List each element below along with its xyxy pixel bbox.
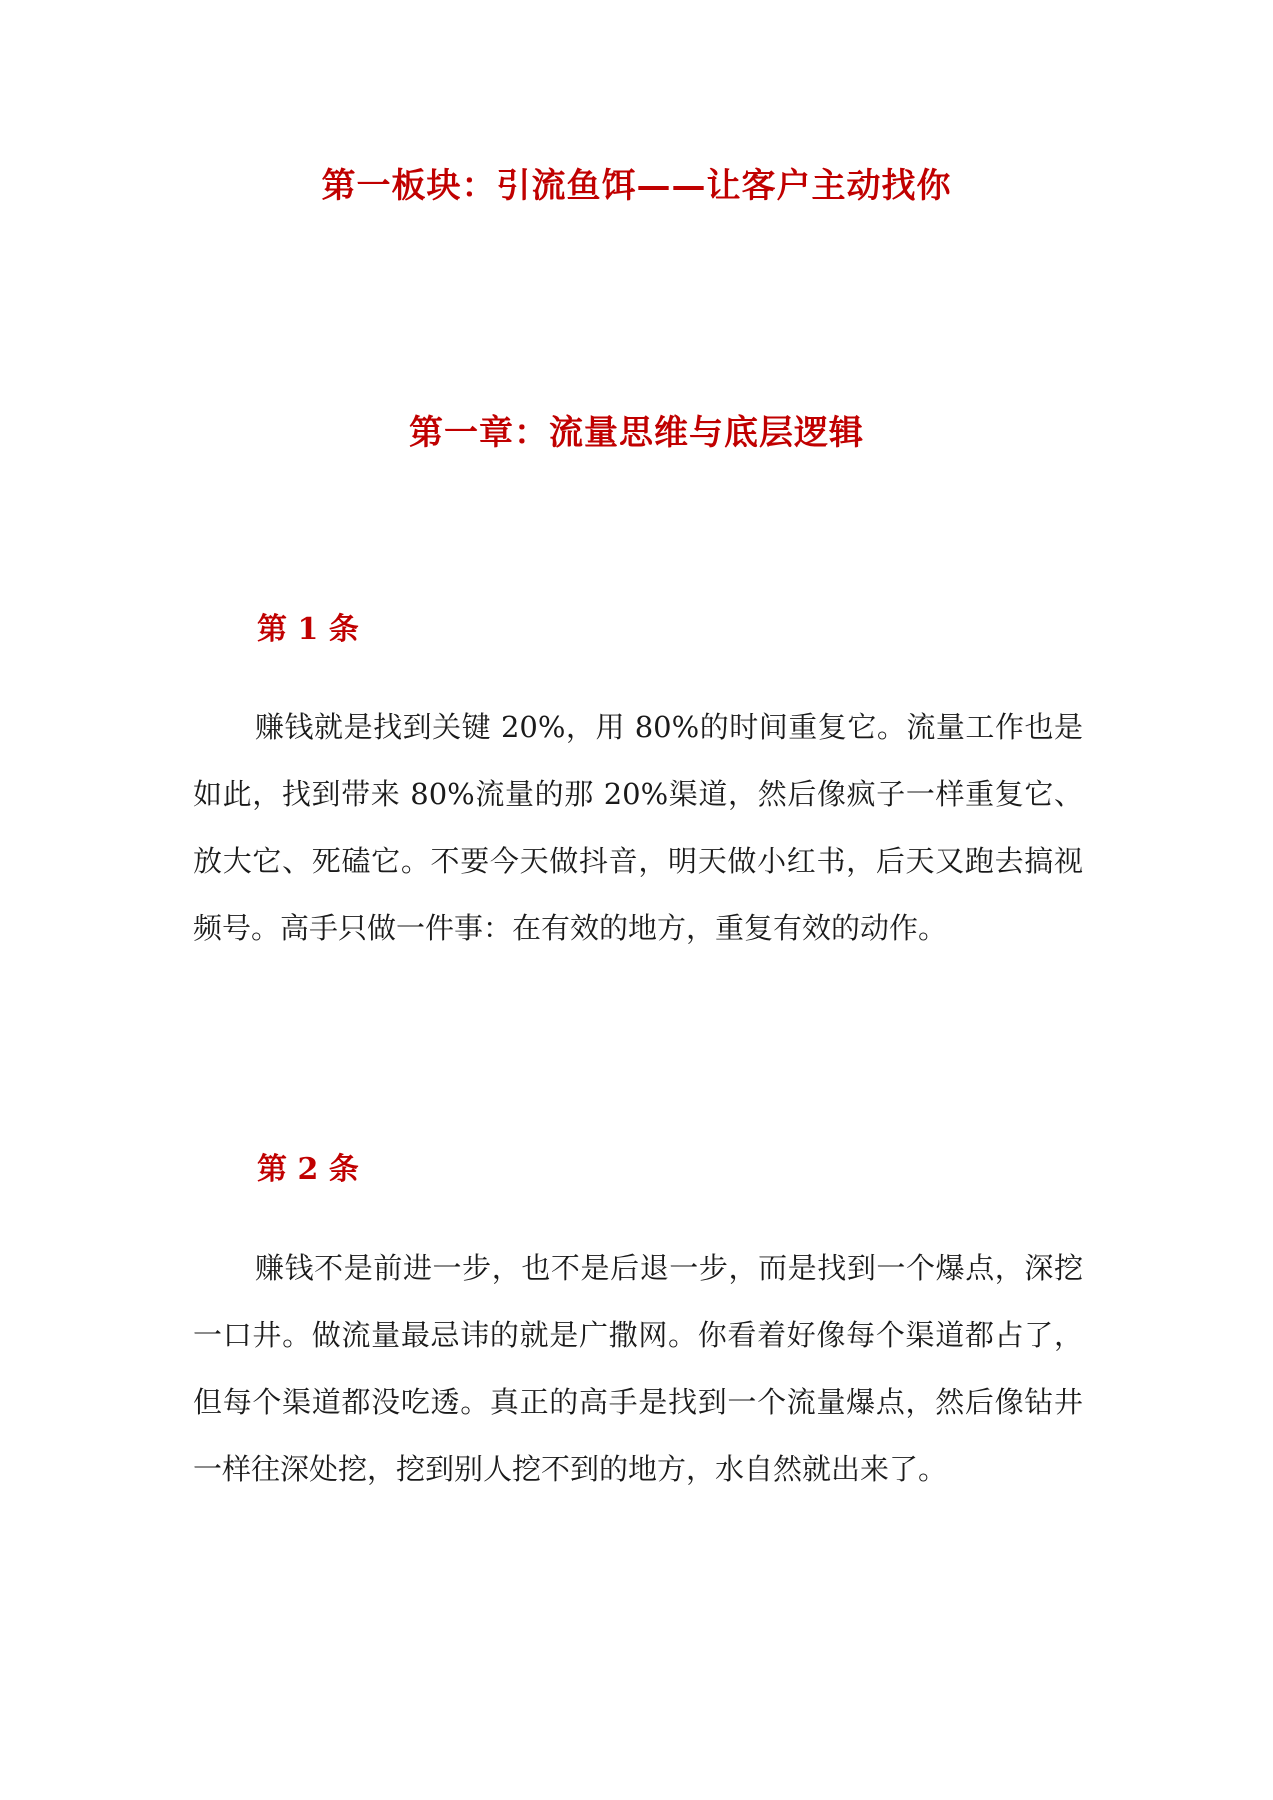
- article-paragraph-2: 赚钱不是前进一步，也不是后退一步，而是找到一个爆点，深挖一口井。做流量最忌讳的就是广撒网。你看着好像每个渠道都占了，但每个渠道都没吃透。真正的高手是找到一个流量爆点，然后像钻井一样往深处挖，挖到别人挖不到的地方，水自然就出来了。: [193, 1251, 1083, 1486]
- article-heading-1: 第 1 条: [257, 612, 359, 647]
- article-paragraph-1: 赚钱就是找到关键 20%，用 80%的时间重复它。流量工作也是如此，找到带来 80%流量的那 20%渠道，然后像疯子一样重复它、放大它、死磕它。不要今天做抖音，明天做小红书，后天又跑去搞视频号。高手只做一件事：在有效的地方，重复有效的动作。: [193, 710, 1083, 945]
- chapter-title: 第一章：流量思维与底层逻辑: [409, 413, 864, 453]
- article-heading-2: 第 2 条: [257, 1152, 359, 1187]
- block-title: 第一板块：引流鱼饵——让客户主动找你: [321, 166, 952, 206]
